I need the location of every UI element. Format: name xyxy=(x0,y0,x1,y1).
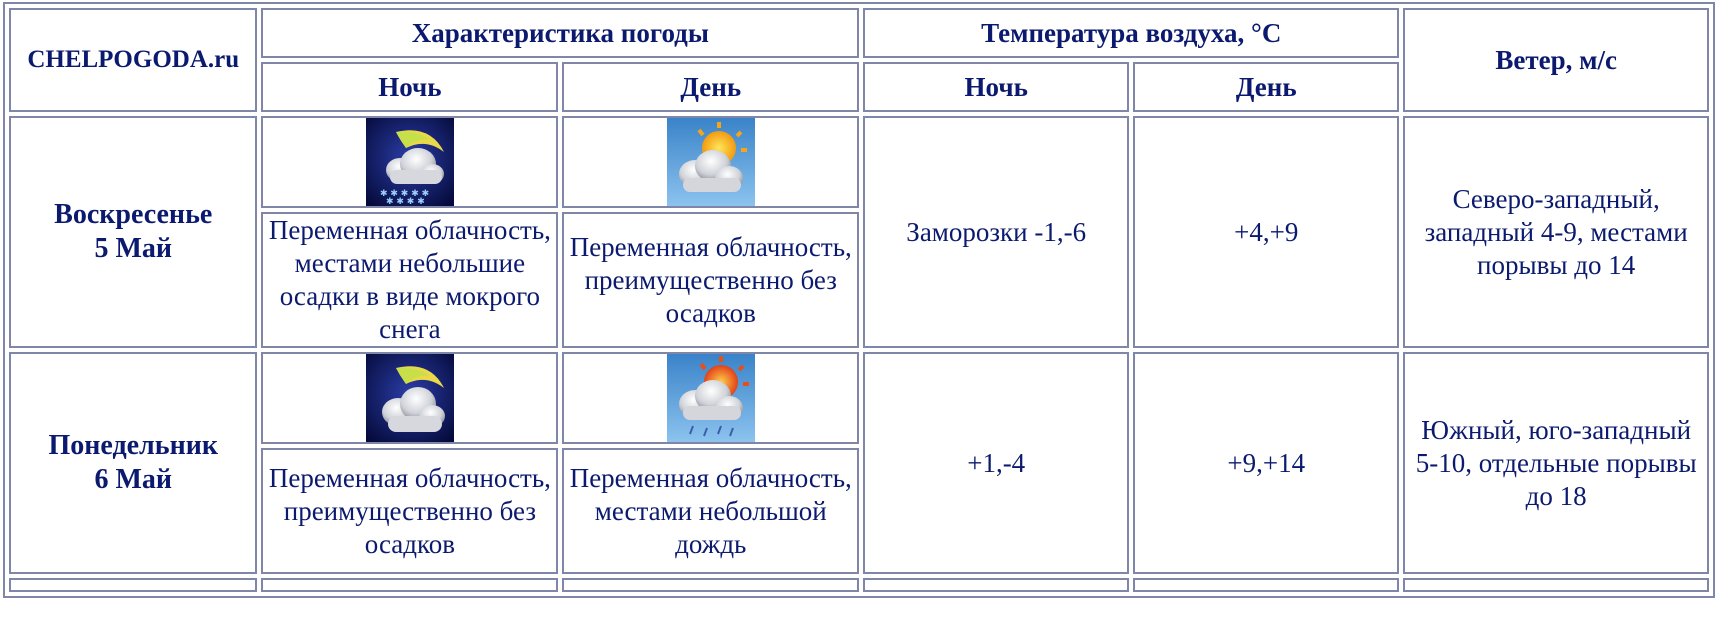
temp-night-cell: +1,-4 xyxy=(863,352,1129,574)
night-description: Переменная облачность, местами небольшие осадки в виде мокрого снега xyxy=(261,212,558,348)
moon-cloud-snow-icon xyxy=(366,118,454,206)
wind-cell: Северо-западный, западный 4-9, местами порывы до 14 xyxy=(1403,116,1709,348)
wind-header: Ветер, м/с xyxy=(1403,8,1709,112)
weather-night-header: Ночь xyxy=(261,62,558,112)
temp-night-cell: Заморозки -1,-6 xyxy=(863,116,1129,348)
empty-cell xyxy=(863,578,1129,592)
weather-day-header: День xyxy=(562,62,859,112)
table-row xyxy=(9,352,1709,444)
table-row xyxy=(9,116,1709,208)
air-temperature-header: Температура воздуха, °С xyxy=(863,8,1399,58)
site-brand[interactable]: CHELPOGODA.ru xyxy=(9,8,257,112)
weekday: Понедельник xyxy=(48,430,218,461)
night-icon-cell xyxy=(261,352,558,444)
date: 5 Май xyxy=(94,233,173,264)
empty-cell xyxy=(562,578,859,592)
empty-cell xyxy=(9,578,257,592)
date: 6 Май xyxy=(94,464,173,495)
sun-cloud-rain-icon xyxy=(667,354,755,442)
empty-cell xyxy=(261,578,558,592)
temp-day-header: День xyxy=(1133,62,1399,112)
day-icon-cell xyxy=(562,352,859,444)
day-icon-cell xyxy=(562,116,859,208)
temp-night-header: Ночь xyxy=(863,62,1129,112)
weekday: Воскресенье xyxy=(54,199,213,230)
day-description: Переменная облачность, местами небольшой дождь xyxy=(562,448,859,574)
svg-text:✱ ✱ ✱ ✱ ✱: ✱ ✱ ✱ ✱ ✱ xyxy=(379,189,430,199)
temp-day-cell: +9,+14 xyxy=(1133,352,1399,574)
day-cell xyxy=(9,116,257,348)
forecast-table xyxy=(3,2,1715,598)
sun-cloud-icon xyxy=(667,118,755,206)
temp-day-cell: +4,+9 xyxy=(1133,116,1399,348)
day-cell xyxy=(9,352,257,574)
empty-cell xyxy=(1403,578,1709,592)
weather-characteristic-header: Характеристика погоды xyxy=(261,8,859,58)
day-description: Переменная облачность, преимущественно без осадков xyxy=(562,212,859,348)
night-icon-cell xyxy=(261,116,558,208)
svg-text:✱ ✱ ✱ ✱: ✱ ✱ ✱ ✱ xyxy=(385,197,425,206)
empty-cell xyxy=(1133,578,1399,592)
night-description: Переменная облачность, преимущественно без осадков xyxy=(261,448,558,574)
table-row xyxy=(9,578,1709,592)
wind-cell: Южный, юго-западный 5-10, отдельные порывы до 18 xyxy=(1403,352,1709,574)
moon-cloud-icon xyxy=(366,354,454,442)
